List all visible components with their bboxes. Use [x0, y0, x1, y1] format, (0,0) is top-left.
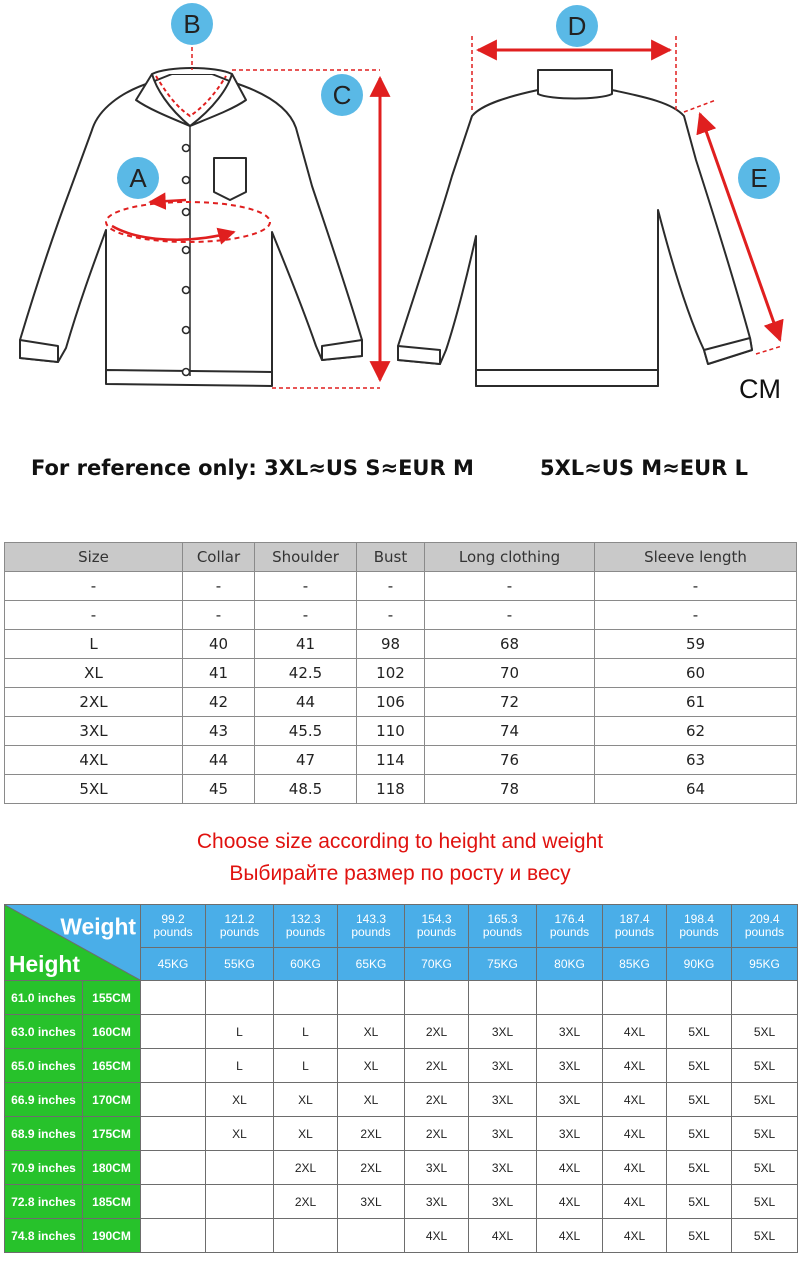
size-guide-title-ru: Выбирайте размер по росту и весу — [229, 862, 571, 885]
cell-sleeve-length: 60 — [595, 659, 797, 688]
recommended-size-cell: 4XL — [603, 1015, 667, 1049]
height-row — [5, 1117, 798, 1151]
recommended-size-cell: 3XL — [537, 1015, 603, 1049]
size-table-header — [5, 543, 797, 572]
recommended-size-cell: 3XL — [469, 1151, 537, 1185]
cell-long-clothing: - — [425, 572, 595, 601]
svg-text:C: C — [332, 80, 352, 110]
recommended-size-cell — [141, 1219, 206, 1253]
recommended-size-cell: 2XL — [405, 1117, 469, 1151]
weight-pounds-header — [537, 905, 603, 948]
size-guide-title — [0, 826, 800, 890]
recommended-size-cell — [206, 981, 274, 1015]
weight-lbs-unit: pounds — [614, 925, 655, 939]
recommended-size-cell — [469, 981, 537, 1015]
height-weight-table — [4, 904, 798, 1253]
weight-lbs-unit: pounds — [285, 925, 326, 939]
reference-note — [0, 452, 800, 492]
height-row — [5, 1185, 798, 1219]
svg-text:D: D — [567, 11, 587, 41]
recommended-size-cell — [141, 1185, 206, 1219]
reference-left: For reference only: 3XL≈US S≈EUR M — [31, 456, 474, 480]
weight-kg-header: 65KG — [338, 948, 405, 981]
recommended-size-cell: L — [206, 1015, 274, 1049]
weight-pounds-header — [469, 905, 537, 948]
height-inches: 63.0 inches — [5, 1015, 83, 1049]
size-table-row — [5, 572, 797, 601]
unit-label: CM — [739, 374, 781, 404]
weight-kg-header: 55KG — [206, 948, 274, 981]
weight-lbs-unit: pounds — [416, 925, 457, 939]
recommended-size-cell: 4XL — [603, 1151, 667, 1185]
weight-lbs-value: 176.4 — [554, 912, 585, 926]
cell-collar: 45 — [183, 775, 255, 804]
weight-lbs-unit: pounds — [351, 925, 391, 939]
weight-pounds-header — [603, 905, 667, 948]
shirt-measurement-diagram — [0, 0, 800, 420]
recommended-size-cell — [667, 981, 732, 1015]
header-collar: Collar — [183, 543, 255, 572]
size-table-row — [5, 688, 797, 717]
cell-size: 5XL — [5, 775, 183, 804]
cell-bust: 102 — [357, 659, 425, 688]
svg-text:B: B — [183, 9, 201, 39]
label-d — [556, 5, 598, 47]
recommended-size-cell: 3XL — [469, 1117, 537, 1151]
recommended-size-cell: 2XL — [274, 1151, 338, 1185]
weight-lbs-unit: pounds — [744, 925, 785, 939]
height-row — [5, 1219, 798, 1253]
recommended-size-cell: 4XL — [537, 1151, 603, 1185]
weight-lbs-value: 121.2 — [224, 912, 255, 926]
cell-bust: - — [357, 601, 425, 630]
weight-pounds-header — [338, 905, 405, 948]
recommended-size-cell: XL — [206, 1117, 274, 1151]
recommended-size-cell: XL — [338, 1015, 405, 1049]
recommended-size-cell: 5XL — [667, 1219, 732, 1253]
height-row — [5, 1151, 798, 1185]
recommended-size-cell: 5XL — [667, 1117, 732, 1151]
cell-sleeve-length: - — [595, 601, 797, 630]
recommended-size-cell: 5XL — [667, 1151, 732, 1185]
cell-sleeve-length: 63 — [595, 746, 797, 775]
recommended-size-cell: 2XL — [405, 1015, 469, 1049]
cell-collar: 43 — [183, 717, 255, 746]
cell-bust: 114 — [357, 746, 425, 775]
cell-size: - — [5, 572, 183, 601]
weight-lbs-unit: pounds — [482, 925, 523, 939]
recommended-size-cell — [141, 1083, 206, 1117]
recommended-size-cell — [405, 981, 469, 1015]
recommended-size-cell: 4XL — [405, 1219, 469, 1253]
cell-size: 3XL — [5, 717, 183, 746]
recommended-size-cell: 5XL — [667, 1049, 732, 1083]
cell-sleeve-length: 59 — [595, 630, 797, 659]
weight-kg-header: 70KG — [405, 948, 469, 981]
recommended-size-cell: 5XL — [732, 1151, 798, 1185]
weight-pounds-header — [405, 905, 469, 948]
cell-sleeve-length: 62 — [595, 717, 797, 746]
weight-lbs-value: 154.3 — [421, 912, 452, 926]
recommended-size-cell: 2XL — [338, 1151, 405, 1185]
reference-right: 5XL≈US M≈EUR L — [540, 456, 749, 480]
recommended-size-cell — [274, 981, 338, 1015]
cell-shoulder: 47 — [255, 746, 357, 775]
recommended-size-cell: 5XL — [667, 1015, 732, 1049]
recommended-size-cell: 5XL — [732, 1117, 798, 1151]
recommended-size-cell: 2XL — [405, 1049, 469, 1083]
label-e — [738, 157, 780, 199]
recommended-size-cell: XL — [338, 1083, 405, 1117]
svg-text:A: A — [129, 163, 147, 193]
cell-size: 4XL — [5, 746, 183, 775]
label-b — [171, 3, 213, 45]
corner-split — [5, 905, 140, 980]
recommended-size-cell: 5XL — [732, 1219, 798, 1253]
cell-long-clothing: 72 — [425, 688, 595, 717]
recommended-size-cell: 4XL — [537, 1219, 603, 1253]
height-row — [5, 981, 798, 1015]
recommended-size-cell — [732, 981, 798, 1015]
weight-pounds-header — [274, 905, 338, 948]
cell-collar: - — [183, 572, 255, 601]
recommended-size-cell: L — [206, 1049, 274, 1083]
recommended-size-cell: 4XL — [469, 1219, 537, 1253]
recommended-size-cell — [206, 1151, 274, 1185]
height-inches: 66.9 inches — [5, 1083, 83, 1117]
recommended-size-cell: 5XL — [732, 1015, 798, 1049]
recommended-size-cell: 3XL — [469, 1049, 537, 1083]
weight-pounds-header — [667, 905, 732, 948]
weight-kg-header: 90KG — [667, 948, 732, 981]
cell-collar: - — [183, 601, 255, 630]
weight-lbs-unit: pounds — [153, 925, 193, 939]
weight-lbs-value: 165.3 — [487, 912, 518, 926]
recommended-size-cell: 4XL — [603, 1185, 667, 1219]
weight-lbs-value: 209.4 — [749, 912, 780, 926]
size-guide-title-en: Choose size according to height and weight — [196, 830, 604, 853]
recommended-size-cell: 2XL — [405, 1083, 469, 1117]
cell-size: L — [5, 630, 183, 659]
size-table-row — [5, 775, 797, 804]
cell-shoulder: 44 — [255, 688, 357, 717]
height-cm: 190CM — [83, 1219, 141, 1253]
label-c — [321, 74, 363, 116]
cell-bust: 106 — [357, 688, 425, 717]
recommended-size-cell: 3XL — [405, 1151, 469, 1185]
cell-size: XL — [5, 659, 183, 688]
cell-collar: 42 — [183, 688, 255, 717]
size-table-row — [5, 601, 797, 630]
recommended-size-cell: XL — [206, 1083, 274, 1117]
height-inches: 61.0 inches — [5, 981, 83, 1015]
weight-lbs-value: 99.2 — [161, 912, 185, 926]
header-bust: Bust — [357, 543, 425, 572]
header-shoulder: Shoulder — [255, 543, 357, 572]
weight-kg-header: 95KG — [732, 948, 798, 981]
recommended-size-cell: 3XL — [537, 1117, 603, 1151]
recommended-size-cell — [338, 1219, 405, 1253]
recommended-size-cell — [274, 1219, 338, 1253]
recommended-size-cell — [141, 1015, 206, 1049]
weight-pounds-header — [141, 905, 206, 948]
label-a — [117, 157, 159, 199]
cell-shoulder: - — [255, 572, 357, 601]
recommended-size-cell: 5XL — [732, 1083, 798, 1117]
cell-bust: 98 — [357, 630, 425, 659]
recommended-size-cell: 4XL — [537, 1185, 603, 1219]
height-row — [5, 1015, 798, 1049]
recommended-size-cell — [206, 1185, 274, 1219]
cell-size: 2XL — [5, 688, 183, 717]
weight-lbs-value: 198.4 — [683, 912, 715, 926]
weight-kg-header: 45KG — [141, 948, 206, 981]
height-inches: 65.0 inches — [5, 1049, 83, 1083]
height-cm: 155CM — [83, 981, 141, 1015]
front-shirt — [20, 68, 362, 386]
recommended-size-cell: 4XL — [603, 1083, 667, 1117]
cell-shoulder: 42.5 — [255, 659, 357, 688]
size-table-row — [5, 659, 797, 688]
weight-pounds-header — [732, 905, 798, 948]
cell-long-clothing: 74 — [425, 717, 595, 746]
header-long-clothing: Long clothing — [425, 543, 595, 572]
recommended-size-cell: 5XL — [732, 1049, 798, 1083]
height-inches: 74.8 inches — [5, 1219, 83, 1253]
recommended-size-cell — [141, 981, 206, 1015]
recommended-size-cell: 3XL — [469, 1015, 537, 1049]
recommended-size-cell: 3XL — [405, 1185, 469, 1219]
cell-long-clothing: 76 — [425, 746, 595, 775]
weight-height-corner — [5, 905, 141, 981]
cell-shoulder: 45.5 — [255, 717, 357, 746]
header-size: Size — [5, 543, 183, 572]
recommended-size-cell: 5XL — [667, 1185, 732, 1219]
height-row — [5, 1049, 798, 1083]
cell-sleeve-length: 64 — [595, 775, 797, 804]
weight-kg-header: 80KG — [537, 948, 603, 981]
cell-long-clothing: 70 — [425, 659, 595, 688]
height-inches: 68.9 inches — [5, 1117, 83, 1151]
recommended-size-cell — [537, 981, 603, 1015]
recommended-size-cell — [141, 1151, 206, 1185]
cell-shoulder: 48.5 — [255, 775, 357, 804]
height-label: Height — [8, 951, 80, 978]
weight-kg-header: 85KG — [603, 948, 667, 981]
recommended-size-cell: XL — [338, 1049, 405, 1083]
recommended-size-cell: 2XL — [274, 1185, 338, 1219]
weight-label: Weight — [60, 913, 137, 940]
recommended-size-cell: 5XL — [667, 1083, 732, 1117]
size-table-row — [5, 746, 797, 775]
recommended-size-cell — [206, 1219, 274, 1253]
cell-collar: 44 — [183, 746, 255, 775]
height-inches: 72.8 inches — [5, 1185, 83, 1219]
height-cm: 175CM — [83, 1117, 141, 1151]
recommended-size-cell: L — [274, 1015, 338, 1049]
weight-kg-header: 60KG — [274, 948, 338, 981]
recommended-size-cell: 2XL — [338, 1117, 405, 1151]
cell-bust: - — [357, 572, 425, 601]
recommended-size-cell: 3XL — [469, 1185, 537, 1219]
recommended-size-cell — [603, 981, 667, 1015]
recommended-size-cell: 4XL — [603, 1117, 667, 1151]
cell-long-clothing: - — [425, 601, 595, 630]
recommended-size-cell: 3XL — [537, 1083, 603, 1117]
weight-lbs-unit: pounds — [549, 925, 590, 939]
cell-long-clothing: 78 — [425, 775, 595, 804]
cell-sleeve-length: 61 — [595, 688, 797, 717]
recommended-size-cell — [338, 981, 405, 1015]
back-shirt — [398, 70, 752, 386]
cell-shoulder: 41 — [255, 630, 357, 659]
recommended-size-cell: XL — [274, 1083, 338, 1117]
weight-lbs-value: 187.4 — [619, 912, 650, 926]
svg-text:E: E — [750, 163, 768, 193]
recommended-size-cell: 3XL — [537, 1049, 603, 1083]
weight-lbs-value: 143.3 — [355, 912, 387, 926]
height-cm: 160CM — [83, 1015, 141, 1049]
height-cm: 170CM — [83, 1083, 141, 1117]
recommended-size-cell: 5XL — [732, 1185, 798, 1219]
recommended-size-cell: 3XL — [338, 1185, 405, 1219]
recommended-size-cell: 3XL — [469, 1083, 537, 1117]
cell-long-clothing: 68 — [425, 630, 595, 659]
height-cm: 165CM — [83, 1049, 141, 1083]
cell-sleeve-length: - — [595, 572, 797, 601]
recommended-size-cell — [141, 1049, 206, 1083]
height-row — [5, 1083, 798, 1117]
size-table — [4, 542, 797, 804]
height-inches: 70.9 inches — [5, 1151, 83, 1185]
recommended-size-cell: L — [274, 1049, 338, 1083]
height-cm: 185CM — [83, 1185, 141, 1219]
weight-lbs-value: 132.3 — [290, 912, 321, 926]
recommended-size-cell — [141, 1117, 206, 1151]
cell-bust: 110 — [357, 717, 425, 746]
recommended-size-cell: XL — [274, 1117, 338, 1151]
recommended-size-cell: 4XL — [603, 1049, 667, 1083]
weight-lbs-unit: pounds — [679, 925, 719, 939]
recommended-size-cell: 4XL — [603, 1219, 667, 1253]
weight-lbs-unit: pounds — [219, 925, 260, 939]
weight-pounds-header — [206, 905, 274, 948]
height-cm: 180CM — [83, 1151, 141, 1185]
cell-size: - — [5, 601, 183, 630]
size-table-row — [5, 630, 797, 659]
cell-bust: 118 — [357, 775, 425, 804]
size-table-row — [5, 717, 797, 746]
cell-collar: 40 — [183, 630, 255, 659]
cell-shoulder: - — [255, 601, 357, 630]
cell-collar: 41 — [183, 659, 255, 688]
weight-kg-header: 75KG — [469, 948, 537, 981]
header-sleeve-length: Sleeve length — [595, 543, 797, 572]
